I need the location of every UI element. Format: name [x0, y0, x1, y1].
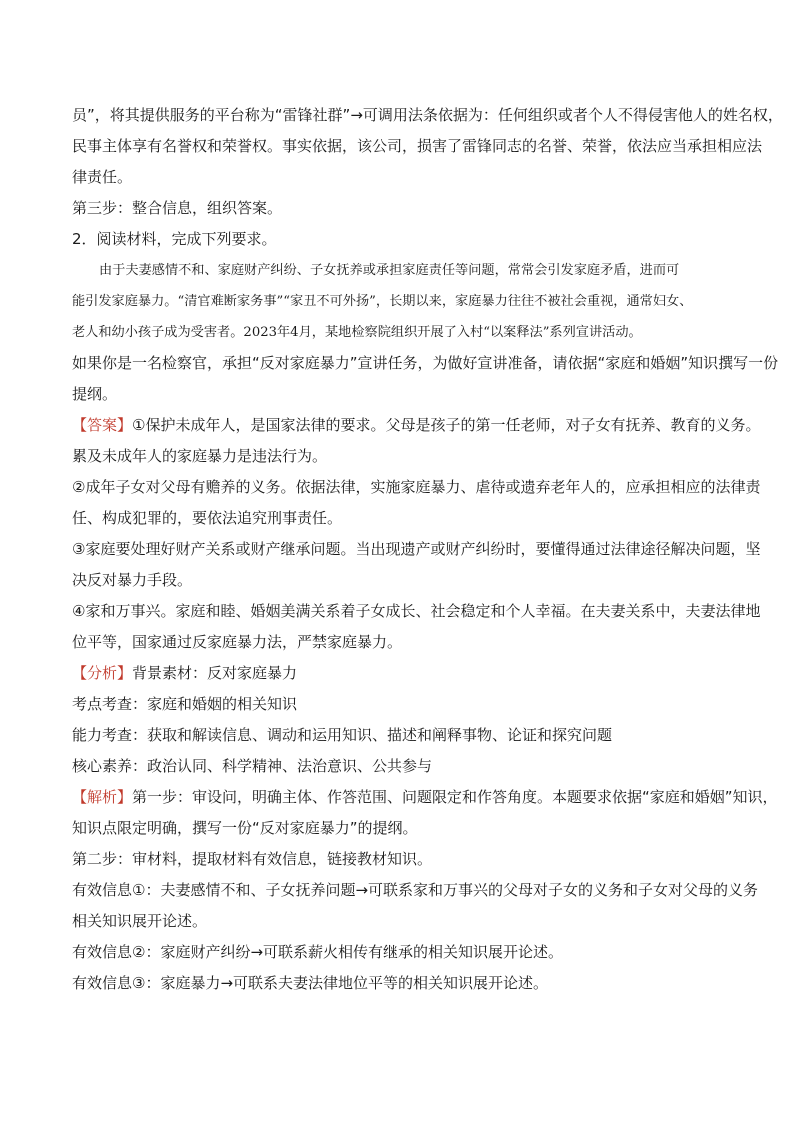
question-text: 提纲。 — [72, 385, 118, 403]
answer-line: 决反对暴力手段。 — [72, 571, 193, 589]
explain-text: 第一步：审设问，明确主体、作答范围、问题限定和作答角度。本题要求依据“家庭和婚姻”知识， — [132, 788, 778, 806]
explain-line: 第二步：审材料，提取材料有效信息，链接教材知识。 — [72, 850, 433, 868]
answer-text: ①保护未成年人，是国家法律的要求。父母是孩子的第一任老师，对子女有抚养、教育的义务。 — [132, 416, 761, 434]
analysis-line: 能力考查：获取和解读信息、调动和运用知识、描述和阐释事物、论证和探究问题 — [72, 726, 613, 744]
answer-tag: 【答案】 — [72, 416, 133, 434]
explain-line: 知识点限定明确，撰写一份“反对家庭暴力”的提纲。 — [72, 819, 418, 837]
material-line: 能引发家庭暴力。“清官难断家务事”“家丑不可外扬”，长期以来，家庭暴力往往不被社会重视，通常妇女、 — [72, 294, 693, 309]
step-three: 第三步：整合信息，组织答案。 — [72, 199, 283, 217]
document-body — [72, 100, 783, 999]
answer-line: ②成年子女对父母有赡养的义务。依据法律，实施家庭暴力、虐待或遗弃老年人的，应承担相应的法律责 — [72, 478, 761, 496]
explain-line: 有效信息②：家庭财产纠纷→可联系薪火相传有继承的相关知识展开论述。 — [72, 943, 564, 961]
answer-line — [72, 410, 761, 441]
question-text: 如果你是一名检察官，承担“反对家庭暴力”宣讲任务，为做好宣讲准备，请依据“家庭和婚姻”知识撰写一份 — [72, 354, 779, 372]
text-line: 律责任。 — [72, 168, 133, 186]
analysis-text: 背景素材：反对家庭暴力 — [132, 664, 298, 682]
text-line: 民事主体享有名誉权和荣誉权。事实依据，该公司，损害了雷锋同志的名誉、荣誉，依法应当承担相应法 — [72, 137, 763, 155]
analysis-line: 核心素养：政治认同、科学精神、法治意识、公共参与 — [72, 757, 433, 775]
analysis-line: 考点考查：家庭和婚姻的相关知识 — [72, 695, 298, 713]
material-line: 由于夫妻感情不和、家庭财产纠纷、子女抚养或承担家庭责任等问题，常常会引发家庭矛盾，进而可 — [99, 263, 680, 278]
text-line: 员”，将其提供服务的平台称为“雷锋社群”→可调用法条依据为：任何组织或者个人不得侵害他人的姓名权， — [72, 106, 783, 124]
answer-line: 任、构成犯罪的，要依法追究刑事责任。 — [72, 509, 343, 527]
analysis-line — [72, 658, 722, 689]
answer-line: 累及未成年人的家庭暴力是违法行为。 — [72, 447, 328, 465]
material-line: 老人和幼小孩子成为受害者。2023年4月，某地检察院组织开展了入村“以案释法”系列宣讲活动。 — [72, 325, 642, 340]
explain-line — [72, 782, 778, 813]
answer-line: ③家庭要处理好财产关系或财产继承问题。当出现遗产或财产纠纷时，要懂得通过法律途径解决问题，坚 — [72, 540, 761, 558]
explain-line: 有效信息③：家庭暴力→可联系夫妻法律地位平等的相关知识展开论述。 — [72, 974, 549, 992]
question-heading: 2．阅读材料，完成下列要求。 — [72, 230, 277, 248]
answer-line: 位平等，国家通过反家庭暴力法，严禁家庭暴力。 — [72, 633, 403, 651]
explain-line: 有效信息①：夫妻感情不和、子女抚养问题→可联系家和万事兴的父母对子女的义务和子女对父母的义务 — [72, 881, 759, 899]
answer-line: ④家和万事兴。家庭和睦、婚姻美满关系着子女成长、社会稳定和个人幸福。在夫妻关系中，夫妻法律地 — [72, 602, 761, 620]
explain-tag: 【解析】 — [72, 788, 133, 806]
analysis-tag: 【分析】 — [72, 664, 133, 682]
explain-line: 相关知识展开论述。 — [72, 912, 208, 930]
